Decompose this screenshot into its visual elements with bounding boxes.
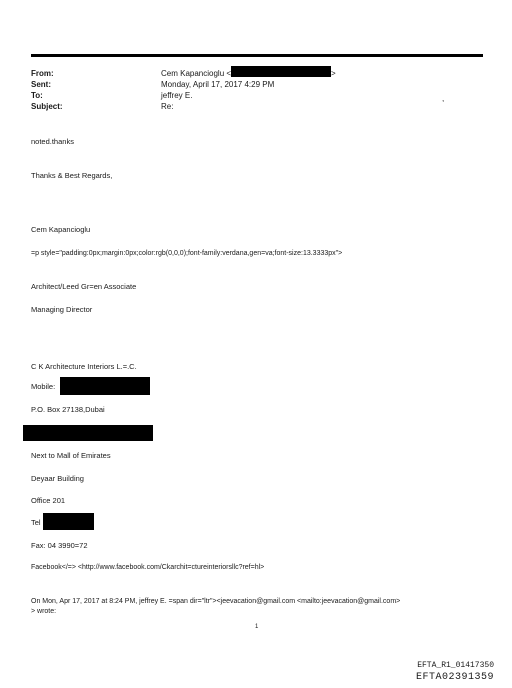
- body-line: Deyaar Building: [31, 474, 84, 483]
- tel-label: Tel: [31, 518, 41, 527]
- from-value: [161, 68, 231, 79]
- header-rule: [31, 54, 483, 57]
- body-line: Architect/Leed Gr=en Associate: [31, 282, 137, 291]
- body-line: Cem Kapancioglu: [31, 225, 91, 234]
- footer-id-secondary: EFTA02391359: [415, 672, 494, 683]
- facebook-link: Facebook</=> <http://www.facebook.com/Ckarchit=ctureinteriorsllc?ref=hl>: [31, 564, 265, 571]
- from-label: From:: [31, 69, 54, 78]
- subject-value: Re:: [161, 102, 174, 111]
- quoted-header: On Mon, Apr 17, 2017 at 8:24 PM, jeffrey E. =span dir="ltr"><jeevacation@gmail.com <mailto:jeevacation@gmail.com>: [31, 598, 401, 605]
- redaction-block: [231, 66, 331, 77]
- sent-value: Monday, April 17, 2017 4:29 PM: [161, 80, 275, 89]
- redaction-block: [60, 377, 150, 395]
- sent-label: Sent:: [31, 80, 51, 89]
- redaction-block: [23, 425, 153, 441]
- body-line: Next to Mall of Emirates: [31, 451, 111, 460]
- body-line: Thanks & Best Regards,: [31, 171, 113, 180]
- redaction-block: [43, 513, 94, 530]
- page-number: 1: [255, 624, 259, 630]
- quoted-header-tail: > wrote:: [31, 608, 57, 615]
- body-line: Fax: 04 3990=72: [31, 541, 88, 550]
- from-tail: >: [331, 69, 336, 78]
- from-name: Cem Kapancioglu <: [161, 69, 232, 78]
- to-value: jeffrey E.: [161, 91, 193, 100]
- footer-id-primary: EFTA_R1_01417350: [417, 661, 494, 670]
- body-line: =p style="padding:0px;margin:0px;color:rgb(0,0,0);font-family:verdana,gen=va;font-size:13.3333px">: [31, 250, 343, 257]
- body-line: Managing Director: [31, 305, 93, 314]
- body-line: Office 201: [31, 496, 66, 505]
- body-line: P.O. Box 27138,Dubai: [31, 405, 105, 414]
- to-label: To:: [31, 91, 43, 100]
- mobile-label: Mobile:: [31, 382, 56, 391]
- body-line: noted.thanks: [31, 137, 74, 146]
- subject-label: Subject:: [31, 102, 63, 111]
- stray-mark: ,: [442, 94, 445, 103]
- body-line: C K Architecture Interiors L.=.C.: [31, 362, 137, 371]
